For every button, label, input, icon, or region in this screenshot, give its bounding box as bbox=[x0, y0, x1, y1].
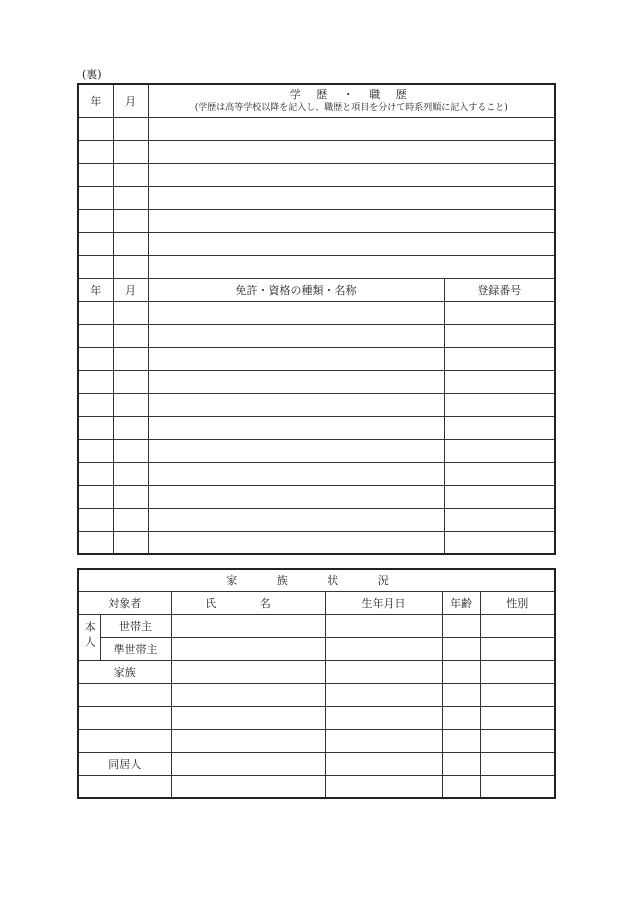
education-month-cell[interactable] bbox=[113, 232, 148, 255]
family-cell[interactable] bbox=[78, 729, 171, 752]
license-row bbox=[78, 531, 555, 554]
family-cell[interactable] bbox=[480, 752, 555, 775]
license-month-cell[interactable] bbox=[113, 393, 148, 416]
family-cell[interactable] bbox=[480, 637, 555, 660]
license-name-cell[interactable] bbox=[148, 462, 444, 485]
license-number-cell[interactable] bbox=[444, 324, 555, 347]
education-header-row bbox=[78, 84, 555, 117]
education-row bbox=[78, 186, 555, 209]
education-note: (学歴は高等学校以降を記入し、職歴と項目を分けて時系列順に記入すること) bbox=[194, 102, 508, 113]
education-month-cell[interactable] bbox=[113, 117, 148, 140]
education-month-cell[interactable] bbox=[113, 186, 148, 209]
license-month-cell[interactable] bbox=[113, 416, 148, 439]
license-name-cell[interactable] bbox=[148, 301, 444, 324]
license-year-cell[interactable] bbox=[78, 370, 113, 393]
education-row bbox=[78, 209, 555, 232]
education-content-cell[interactable] bbox=[148, 117, 555, 140]
family-header-row bbox=[78, 591, 555, 614]
education-year-cell[interactable] bbox=[78, 140, 113, 163]
license-name-cell[interactable] bbox=[148, 324, 444, 347]
family-cell[interactable] bbox=[442, 752, 480, 775]
license-month-cell[interactable] bbox=[113, 485, 148, 508]
education-title: 学 歴 ・ 職 歴 bbox=[289, 87, 413, 101]
family-cell[interactable] bbox=[442, 729, 480, 752]
education-content-cell[interactable] bbox=[148, 140, 555, 163]
education-month-cell[interactable] bbox=[113, 255, 148, 278]
family-cell[interactable] bbox=[78, 706, 171, 729]
license-name-cell[interactable] bbox=[148, 485, 444, 508]
family-cell[interactable] bbox=[480, 683, 555, 706]
family-head-label: 世帯主 bbox=[100, 614, 171, 637]
family-title: 家 族 状 況 bbox=[78, 569, 555, 591]
education-content-cell[interactable] bbox=[148, 255, 555, 278]
education-row bbox=[78, 163, 555, 186]
license-number-cell[interactable] bbox=[444, 393, 555, 416]
education-month-cell[interactable] bbox=[113, 209, 148, 232]
family-row bbox=[78, 729, 555, 752]
license-month-cell[interactable] bbox=[113, 324, 148, 347]
license-year-cell[interactable] bbox=[78, 416, 113, 439]
family-cell[interactable] bbox=[325, 683, 442, 706]
license-name-header: 免許・資格の種類・名称 bbox=[148, 278, 444, 301]
family-sex-header: 性別 bbox=[480, 591, 555, 614]
family-cell[interactable] bbox=[171, 775, 325, 798]
license-number-cell[interactable] bbox=[444, 416, 555, 439]
license-row bbox=[78, 485, 555, 508]
family-self-label: 本人 bbox=[83, 620, 97, 651]
family-quasi-head-label: 準世帯主 bbox=[100, 637, 171, 660]
license-number-cell[interactable] bbox=[444, 508, 555, 531]
family-family-label: 家族 bbox=[78, 660, 171, 683]
family-cell[interactable] bbox=[442, 637, 480, 660]
education-month-cell[interactable] bbox=[113, 140, 148, 163]
family-cell[interactable] bbox=[325, 729, 442, 752]
family-cell[interactable] bbox=[171, 729, 325, 752]
license-number-cell[interactable] bbox=[444, 485, 555, 508]
family-title-row bbox=[78, 569, 555, 591]
education-content-cell[interactable] bbox=[148, 209, 555, 232]
license-year-cell[interactable] bbox=[78, 301, 113, 324]
family-row bbox=[78, 706, 555, 729]
education-row bbox=[78, 255, 555, 278]
family-cell[interactable] bbox=[171, 683, 325, 706]
education-year-cell[interactable] bbox=[78, 232, 113, 255]
family-cell[interactable] bbox=[171, 706, 325, 729]
education-row bbox=[78, 117, 555, 140]
education-row bbox=[78, 140, 555, 163]
license-month-cell[interactable] bbox=[113, 462, 148, 485]
license-month-cell[interactable] bbox=[113, 347, 148, 370]
license-month-cell[interactable] bbox=[113, 531, 148, 554]
family-cell[interactable] bbox=[442, 706, 480, 729]
license-year-cell[interactable] bbox=[78, 485, 113, 508]
license-number-cell[interactable] bbox=[444, 439, 555, 462]
license-number-cell[interactable] bbox=[444, 301, 555, 324]
license-row bbox=[78, 462, 555, 485]
license-month-cell[interactable] bbox=[113, 370, 148, 393]
family-cell[interactable] bbox=[325, 660, 442, 683]
family-cell[interactable] bbox=[442, 683, 480, 706]
education-year-cell[interactable] bbox=[78, 163, 113, 186]
license-number-cell[interactable] bbox=[444, 531, 555, 554]
family-cell[interactable] bbox=[442, 775, 480, 798]
family-cell[interactable] bbox=[480, 706, 555, 729]
family-cell[interactable] bbox=[480, 614, 555, 637]
family-cell[interactable] bbox=[325, 775, 442, 798]
license-row bbox=[78, 393, 555, 416]
license-year-cell[interactable] bbox=[78, 347, 113, 370]
family-cell[interactable] bbox=[325, 706, 442, 729]
license-month-cell[interactable] bbox=[113, 439, 148, 462]
license-year-cell[interactable] bbox=[78, 324, 113, 347]
family-self-cell bbox=[78, 614, 100, 660]
family-cell[interactable] bbox=[480, 660, 555, 683]
education-month-header: 月 bbox=[113, 84, 148, 117]
family-target-header: 対象者 bbox=[78, 591, 171, 614]
family-cell[interactable] bbox=[78, 683, 171, 706]
license-row bbox=[78, 301, 555, 324]
license-name-cell[interactable] bbox=[148, 416, 444, 439]
family-cell[interactable] bbox=[78, 775, 171, 798]
family-row-quasi-head bbox=[78, 637, 555, 660]
license-year-cell[interactable] bbox=[78, 393, 113, 416]
license-month-cell[interactable] bbox=[113, 508, 148, 531]
license-row bbox=[78, 439, 555, 462]
license-year-cell[interactable] bbox=[78, 439, 113, 462]
education-year-cell[interactable] bbox=[78, 117, 113, 140]
family-cell[interactable] bbox=[325, 614, 442, 637]
license-row bbox=[78, 370, 555, 393]
family-row-cohabitant bbox=[78, 752, 555, 775]
family-cohabitant-label: 同居人 bbox=[78, 752, 171, 775]
license-number-cell[interactable] bbox=[444, 370, 555, 393]
family-row bbox=[78, 775, 555, 798]
license-name-cell[interactable] bbox=[148, 370, 444, 393]
license-name-cell[interactable] bbox=[148, 393, 444, 416]
page-side-label: (裏) bbox=[82, 68, 102, 81]
license-name-cell[interactable] bbox=[148, 347, 444, 370]
license-year-header: 年 bbox=[78, 278, 113, 301]
license-year-cell[interactable] bbox=[78, 462, 113, 485]
education-row bbox=[78, 232, 555, 255]
license-row bbox=[78, 508, 555, 531]
license-name-cell[interactable] bbox=[148, 439, 444, 462]
family-cell[interactable] bbox=[442, 660, 480, 683]
license-name-cell[interactable] bbox=[148, 508, 444, 531]
license-year-cell[interactable] bbox=[78, 531, 113, 554]
education-year-cell[interactable] bbox=[78, 209, 113, 232]
family-name-header: 氏 名 bbox=[171, 591, 325, 614]
family-birth-header: 生年月日 bbox=[325, 591, 442, 614]
family-cell[interactable] bbox=[442, 614, 480, 637]
education-year-cell[interactable] bbox=[78, 186, 113, 209]
family-cell[interactable] bbox=[325, 637, 442, 660]
education-year-cell[interactable] bbox=[78, 255, 113, 278]
license-year-cell[interactable] bbox=[78, 508, 113, 531]
license-header-row bbox=[78, 278, 555, 301]
license-number-cell[interactable] bbox=[444, 347, 555, 370]
family-row bbox=[78, 683, 555, 706]
license-number-cell[interactable] bbox=[444, 462, 555, 485]
family-cell[interactable] bbox=[480, 729, 555, 752]
family-cell[interactable] bbox=[171, 637, 325, 660]
family-cell[interactable] bbox=[325, 752, 442, 775]
license-month-header: 月 bbox=[113, 278, 148, 301]
education-content-cell[interactable] bbox=[148, 232, 555, 255]
license-row bbox=[78, 416, 555, 439]
family-age-header: 年齢 bbox=[442, 591, 480, 614]
license-number-header: 登録番号 bbox=[444, 278, 555, 301]
family-cell[interactable] bbox=[171, 752, 325, 775]
family-cell[interactable] bbox=[171, 614, 325, 637]
family-row-family bbox=[78, 660, 555, 683]
education-content-cell[interactable] bbox=[148, 186, 555, 209]
education-month-cell[interactable] bbox=[113, 163, 148, 186]
education-license-table bbox=[77, 83, 556, 555]
education-content-cell[interactable] bbox=[148, 163, 555, 186]
education-year-header: 年 bbox=[78, 84, 113, 117]
license-month-cell[interactable] bbox=[113, 301, 148, 324]
family-table bbox=[77, 568, 556, 799]
family-row-head bbox=[78, 614, 555, 637]
education-title-cell bbox=[148, 84, 555, 117]
license-row bbox=[78, 347, 555, 370]
license-name-cell[interactable] bbox=[148, 531, 444, 554]
family-cell[interactable] bbox=[171, 660, 325, 683]
family-cell[interactable] bbox=[480, 775, 555, 798]
license-row bbox=[78, 324, 555, 347]
